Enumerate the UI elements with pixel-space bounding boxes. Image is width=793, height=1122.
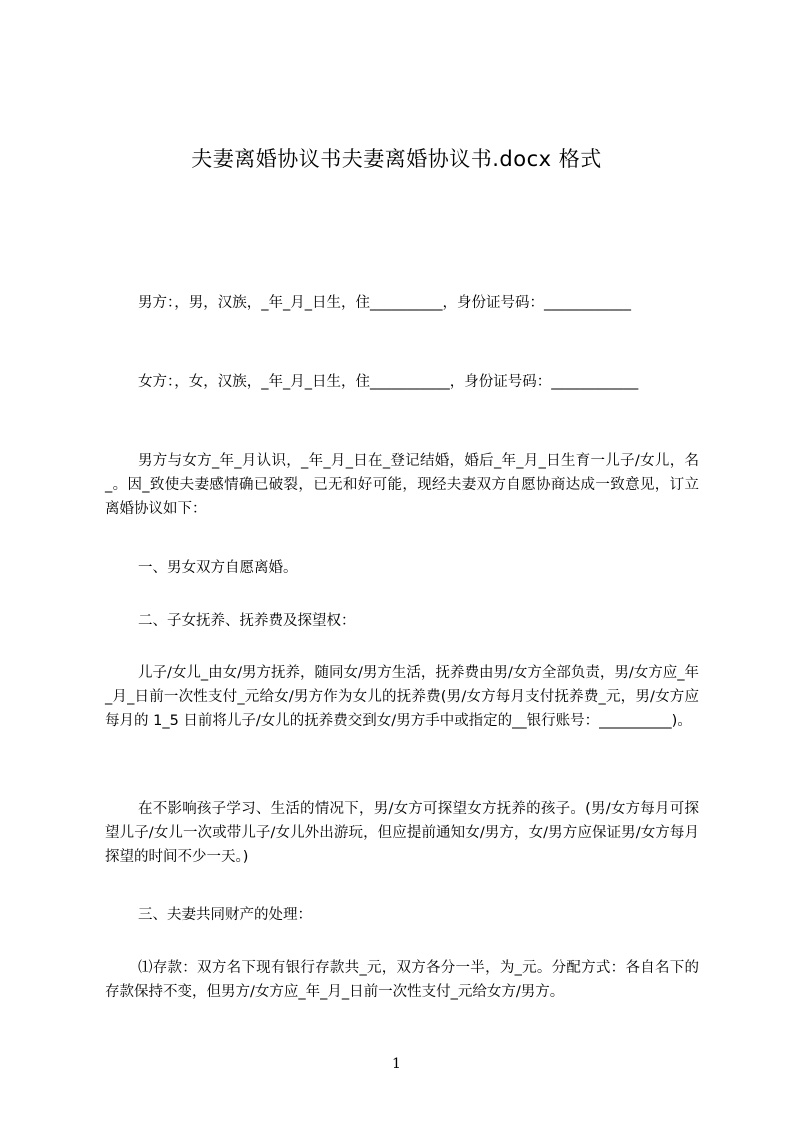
- document-title: 夫妻离婚协议书夫妻离婚协议书.docx 格式: [191, 147, 602, 171]
- paragraph-visitation: 在不影响孩子学习、生活的情况下，男/女方可探望女方抚养的孩子。(男/女方每月可探望儿子/女儿一次或带儿子/女儿外出游玩，但应提前通知女/男方，女/男方应保证男/女方每月探望的时间不少一天。): [105, 801, 699, 865]
- section-heading-2: 二、子女抚养、抚养费及探望权：: [138, 613, 356, 629]
- page-number: 1: [392, 1056, 401, 1072]
- section-heading-3: 三、夫妻共同财产的处理：: [138, 907, 312, 923]
- paragraph-deposits: ⑴存款：双方名下现有银行存款共_元，双方各分一半，为_元。分配方式：各自名下的存款保持不变，但男方/女方应_年_月_日前一次性支付_元给女方/男方。: [105, 960, 699, 1000]
- paragraph-husband-info: 男方：，男，汉族，_年_月_日生，住__________，身份证号码：____________: [138, 295, 631, 311]
- paragraph-background: 男方与女方_年_月认识，_年_月_日在_登记结婚，婚后_年_月_日生育一儿子/女儿，名_。因_致使夫妻感情确已破裂，已无和好可能，现经夫妻双方自愿协商达成一致意见，订立离婚协议如下：: [105, 453, 699, 517]
- paragraph-wife-info: 女方：，女，汉族，_年_月_日生，住___________，身份证号码：____________: [138, 374, 639, 390]
- section-heading-1: 一、男女双方自愿离婚。: [138, 560, 298, 576]
- paragraph-child-support: 儿子/女儿_由女/男方抚养，随同女/男方生活，抚养费由男/女方全部负责，男/女方应_年_月_日前一次性支付_元给女/男方作为女儿的抚养费(男/女方每月支付抚养费_元，男/女方应每月的 1_5 日前将儿子/女儿的抚养费交到女/男方手中或指定的__银行账号：__________)。: [105, 665, 699, 729]
